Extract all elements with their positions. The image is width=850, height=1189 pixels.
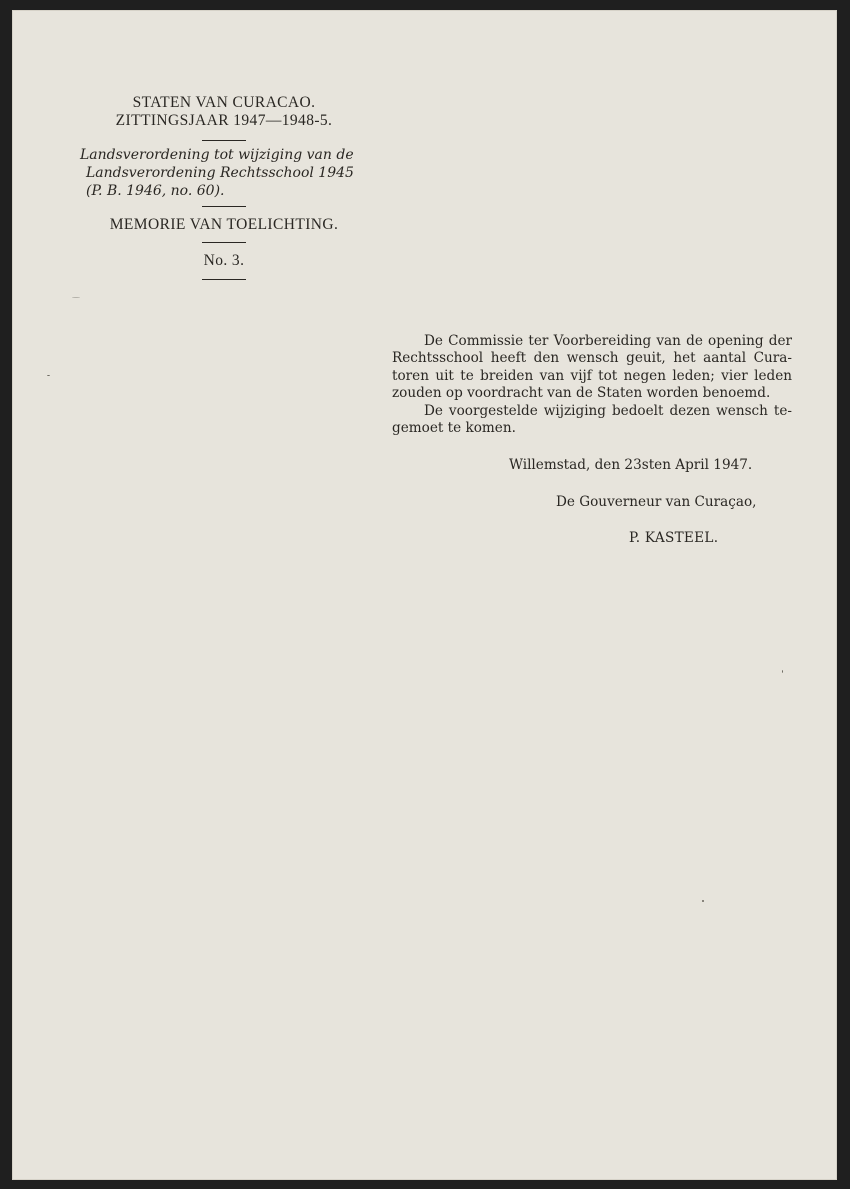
text-line: De Commissie ter Voorbereiding van de opening der xyxy=(424,333,792,349)
text-line: gemoet te komen. xyxy=(392,420,516,437)
divider xyxy=(202,279,246,280)
divider xyxy=(202,140,246,141)
document-number: No. 3. xyxy=(203,252,245,269)
text-line: Rechtsschool heeft den wensch geuit, het aantal Cura- xyxy=(392,350,792,367)
paper-speck xyxy=(702,900,704,902)
document-header xyxy=(74,94,374,280)
paper-speck xyxy=(782,670,783,673)
subject-line: Landsverordening Rechtsschool 1945 xyxy=(86,165,354,181)
explanatory-text xyxy=(392,333,792,437)
paper-speck xyxy=(72,297,80,298)
assembly-title: STATEN VAN CURACAO. xyxy=(132,94,316,111)
signatory-name: P. KASTEEL. xyxy=(629,530,719,546)
place-and-date: Willemstad, den 23sten April 1947. xyxy=(509,457,753,473)
text-line: De voorgestelde wijziging bedoelt dezen wensch te- xyxy=(424,402,792,419)
session-year: ZITTINGSJAAR 1947—1948-5. xyxy=(115,112,333,129)
governor-title: De Gouverneur van Curaçao, xyxy=(556,494,757,510)
divider xyxy=(202,242,246,243)
document-type: MEMORIE VAN TOELICHTING. xyxy=(109,216,339,233)
ordinance-subject xyxy=(74,146,374,200)
subject-line: Landsverordening tot wijziging van de xyxy=(80,147,354,163)
text-line: toren uit te breiden van vijf tot negen leden; vier leden xyxy=(392,367,792,384)
paper-speck xyxy=(47,375,50,376)
text-line: zouden op voordracht van de Staten worden benoemd. xyxy=(392,385,771,402)
divider xyxy=(202,206,246,207)
document-page xyxy=(12,10,837,1180)
subject-line: (P. B. 1946, no. 60). xyxy=(86,183,225,199)
